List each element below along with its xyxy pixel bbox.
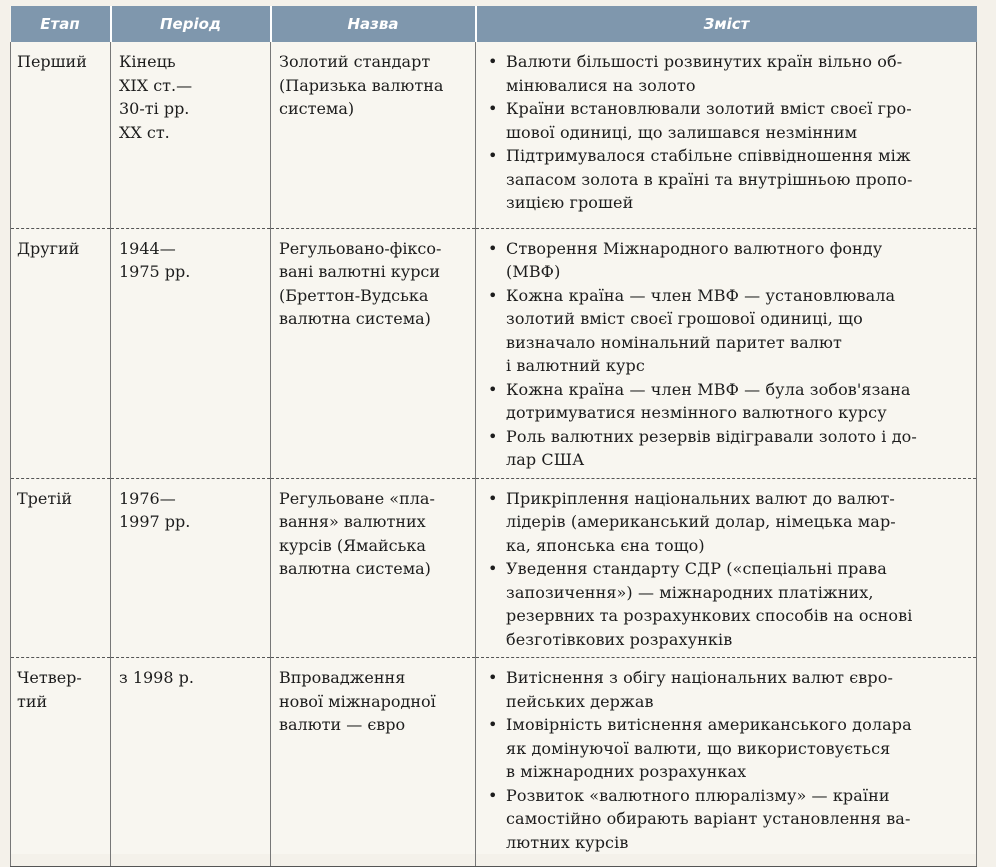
name-cell: Впровадження нової міжнародної валюти — євро xyxy=(271,658,476,867)
table-header xyxy=(11,6,977,42)
period-cell: 1944— 1975 рр. xyxy=(111,228,271,478)
document-page xyxy=(10,6,976,854)
table-row xyxy=(11,658,977,867)
name-cell: Регульовано-фіксо- вані валютні курси (Бреттон-Вудська валютна система) xyxy=(271,228,476,478)
list-item: • Прикріплення національних валют до валют- лідерів (американський долар, німецька мар- ка, японська єна тощо) xyxy=(484,487,966,558)
content-list xyxy=(484,666,966,854)
period-cell: Кінець XIX ст.— 30-ті рр. XX ст. xyxy=(111,42,271,228)
period-cell: з 1998 р. xyxy=(111,658,271,867)
list-item: • Розвиток «валютного плюралізму» — країни самостійно обирають варіант установлення ва- лютних курсів xyxy=(484,784,966,855)
content-cell xyxy=(476,478,977,658)
list-item: • Уведення стандарту СДР («спеціальні права запозичення») — міжнародних платіжних, резервних та розрахункових способів на основі безготівкових розрахунків xyxy=(484,557,966,651)
header-name: Назва xyxy=(271,6,476,42)
currency-systems-table xyxy=(10,6,977,867)
list-item: • Кожна країна — член МВФ — установлювала золотий вміст своєї грошової одиниці, що визначало номінальний паритет валют і валютний курс xyxy=(484,284,966,378)
stage-cell: Четвер- тий xyxy=(11,658,111,867)
content-cell xyxy=(476,228,977,478)
content-list xyxy=(484,50,966,215)
content-cell xyxy=(476,42,977,228)
period-cell: 1976— 1997 рр. xyxy=(111,478,271,658)
content-list xyxy=(484,237,966,472)
header-period: Період xyxy=(111,6,271,42)
list-item: • Імовірність витіснення американського долара як домінуючої валюти, що використовується в міжнародних розрахунках xyxy=(484,713,966,784)
content-list xyxy=(484,487,966,652)
header-stage: Етап xyxy=(11,6,111,42)
list-item: • Кожна країна — член МВФ — була зобов'язана дотримуватися незмінного валютного курсу xyxy=(484,378,966,425)
header-content: Зміст xyxy=(476,6,977,42)
list-item: • Підтримувалося стабільне співвідношення між запасом золота в країні та внутрішньою пропо- зицією грошей xyxy=(484,144,966,215)
list-item: • Країни встановлювали золотий вміст своєї гро- шової одиниці, що залишався незмінним xyxy=(484,97,966,144)
table-row xyxy=(11,228,977,478)
name-cell: Золотий стандарт (Паризька валютна система) xyxy=(271,42,476,228)
table-row xyxy=(11,42,977,228)
table-row xyxy=(11,478,977,658)
name-cell: Регульоване «пла- вання» валютних курсів (Ямайська валютна система) xyxy=(271,478,476,658)
content-cell xyxy=(476,658,977,867)
stage-cell: Перший xyxy=(11,42,111,228)
list-item: • Створення Міжнародного валютного фонду (МВФ) xyxy=(484,237,966,284)
list-item: • Витіснення з обігу національних валют євро- пейських держав xyxy=(484,666,966,713)
list-item: • Роль валютних резервів відігравали золото і до- лар США xyxy=(484,425,966,472)
stage-cell: Другий xyxy=(11,228,111,478)
list-item: • Валюти більшості розвинутих країн вільно об- мінювалися на золото xyxy=(484,50,966,97)
stage-cell: Третій xyxy=(11,478,111,658)
